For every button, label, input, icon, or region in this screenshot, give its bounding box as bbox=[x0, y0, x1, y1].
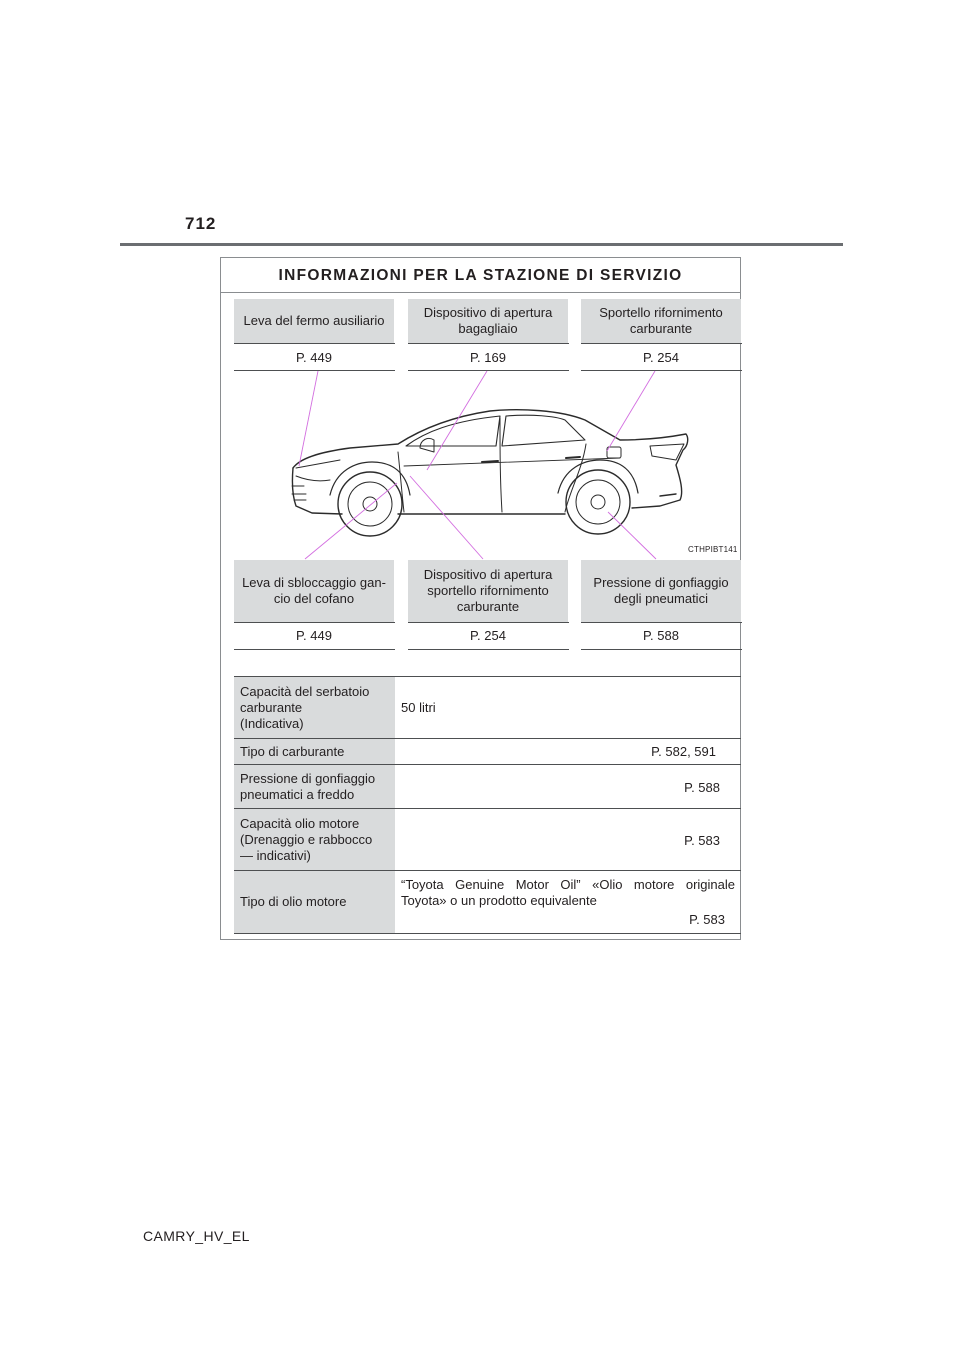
label-fuel-door bbox=[581, 299, 741, 343]
label-fuel-door-opener bbox=[408, 560, 568, 622]
label-line: Tipo di olio motore bbox=[240, 894, 347, 909]
label-line: Dispositivo di apertura bbox=[423, 567, 553, 582]
table-row-label bbox=[234, 871, 395, 933]
label-rule bbox=[234, 622, 395, 623]
label-line: bagagliaio bbox=[458, 321, 518, 336]
label-line: Pressione di gonfiaggio bbox=[593, 575, 729, 590]
ref-hood-release-lever: P. 449 bbox=[296, 628, 332, 643]
label-line: Sportello rifornimento bbox=[599, 305, 723, 320]
label-line: (Indicativa) bbox=[240, 715, 304, 731]
ref-tire-pressure: P. 588 bbox=[643, 628, 679, 643]
label-rule bbox=[408, 649, 569, 650]
label-line: Leva del fermo ausiliario bbox=[243, 313, 385, 328]
panel-title: INFORMAZIONI PER LA STAZIONE DI SERVIZIO bbox=[221, 259, 740, 293]
label-line: (Drenaggio e rabbocco bbox=[240, 831, 373, 847]
header-rule bbox=[120, 243, 843, 246]
table-rule bbox=[234, 933, 741, 934]
fuel-capacity-value: 50 litri bbox=[401, 700, 436, 715]
label-line: carburante bbox=[240, 699, 303, 715]
oil-type-value bbox=[395, 877, 741, 909]
label-rule bbox=[234, 343, 395, 344]
table-row-label bbox=[234, 739, 395, 764]
oil-capacity-ref: P. 583 bbox=[684, 833, 720, 848]
label-line: carburante bbox=[629, 321, 693, 336]
label-auxiliary-catch-lever bbox=[234, 299, 394, 343]
label-line: Dispositivo di apertura bbox=[423, 305, 553, 320]
cold-tire-pressure-ref: P. 588 bbox=[684, 780, 720, 795]
oil-type-ref: P. 583 bbox=[689, 912, 725, 927]
ref-fuel-door: P. 254 bbox=[643, 350, 679, 365]
label-line: Pressione di gonfiaggio bbox=[240, 770, 376, 786]
ref-trunk-opener: P. 169 bbox=[470, 350, 506, 365]
label-line: — indicativi) bbox=[240, 847, 311, 863]
label-line: Tipo di carburante bbox=[240, 743, 345, 759]
label-line: pneumatici a freddo bbox=[240, 786, 355, 802]
label-line: cio del cofano bbox=[273, 591, 355, 606]
label-rule bbox=[581, 649, 742, 650]
figure-code: CTHPIBT141 bbox=[688, 545, 738, 554]
table-row-label bbox=[234, 765, 395, 808]
label-line: carburante bbox=[456, 599, 520, 614]
value-line: “Toyota Genuine Motor Oil” «Olio motore originale bbox=[401, 877, 735, 892]
table-row-label bbox=[234, 809, 395, 870]
car-illustration bbox=[222, 370, 740, 565]
ref-auxiliary-catch-lever: P. 449 bbox=[296, 350, 332, 365]
ref-fuel-door-opener: P. 254 bbox=[470, 628, 506, 643]
label-line: Capacità olio motore bbox=[240, 815, 360, 831]
label-rule bbox=[408, 343, 569, 344]
label-line: Capacità del serbatoio bbox=[240, 683, 370, 699]
value-line: Toyota» o un prodotto equivalente bbox=[401, 893, 597, 908]
label-hood-release-lever bbox=[234, 560, 394, 622]
label-line: sportello rifornimento bbox=[427, 583, 549, 598]
label-rule bbox=[581, 622, 742, 623]
fuel-type-ref: P. 582, 591 bbox=[651, 744, 716, 759]
label-tire-pressure bbox=[581, 560, 741, 622]
label-line: Leva di sbloccaggio gan- bbox=[242, 575, 386, 590]
label-rule bbox=[234, 649, 395, 650]
label-rule bbox=[408, 622, 569, 623]
footer-code: CAMRY_HV_EL bbox=[143, 1228, 250, 1244]
label-rule bbox=[581, 343, 742, 344]
table-row-label bbox=[234, 677, 395, 738]
page-number: 712 bbox=[185, 214, 217, 233]
label-trunk-opener bbox=[408, 299, 568, 343]
label-line: degli pneumatici bbox=[614, 591, 708, 606]
